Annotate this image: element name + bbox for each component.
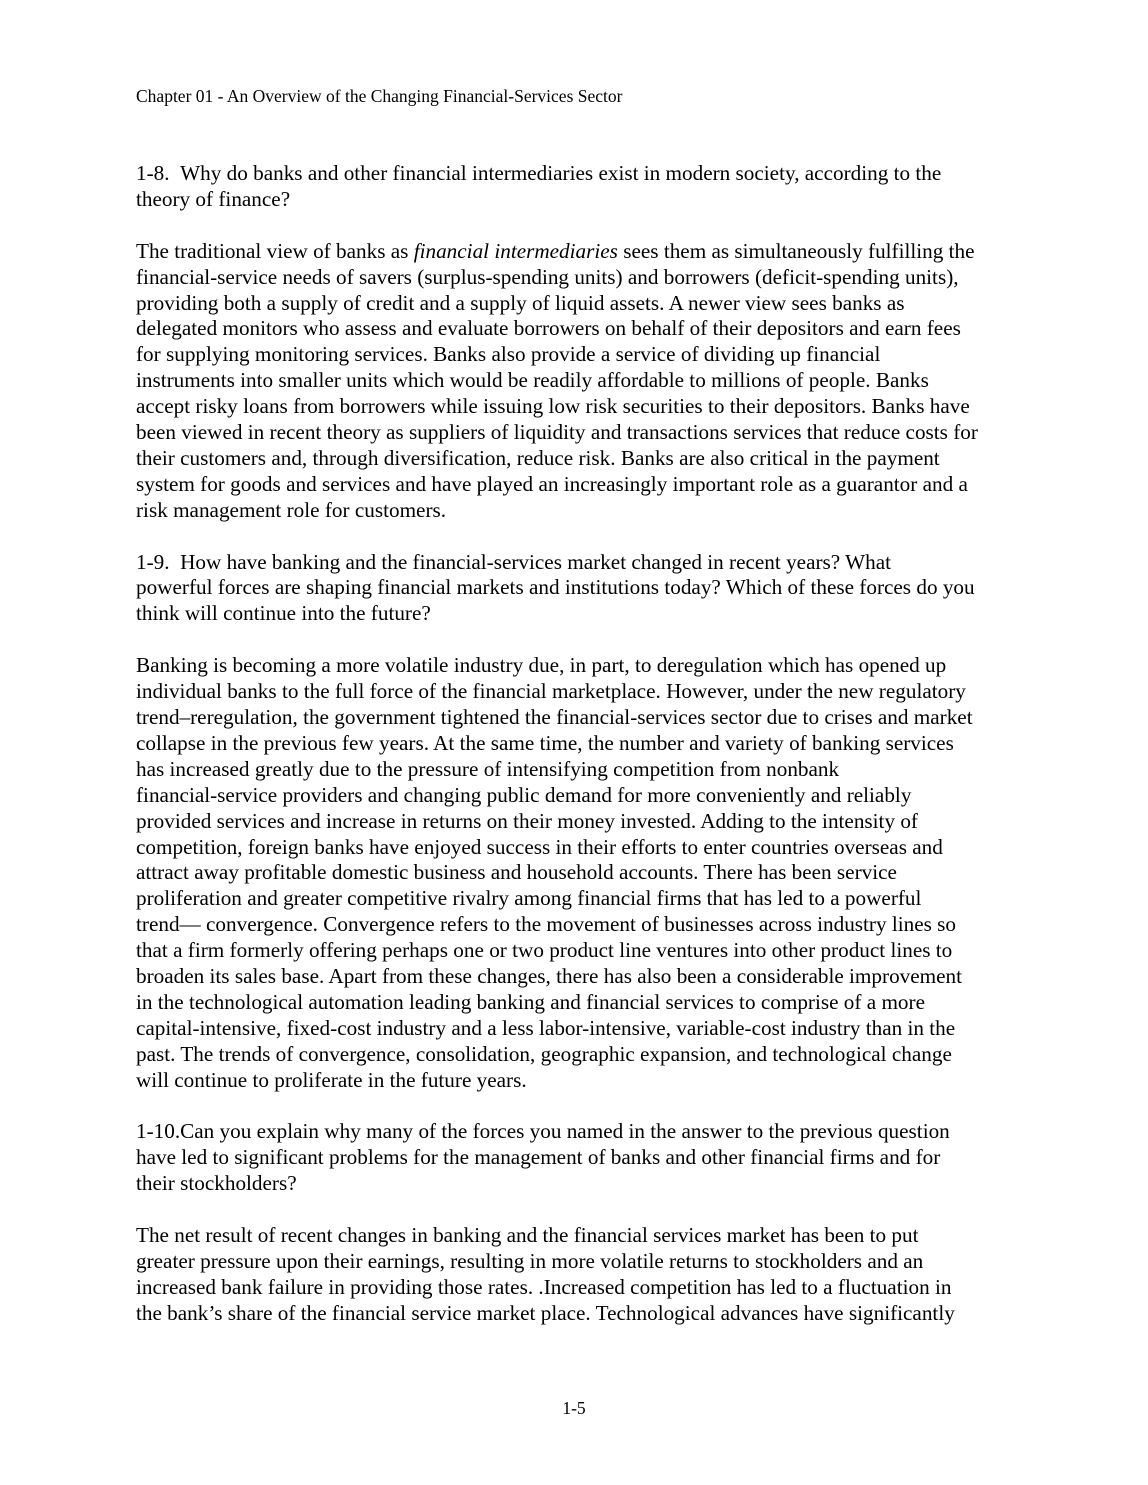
answer-1-10	[136, 1223, 1016, 1327]
answer-line: been viewed in recent theory as suppliers of liquidity and transactions services that reduce costs for	[136, 420, 978, 445]
answer-line: The net result of recent changes in banking and the financial services market has been to put	[136, 1223, 919, 1248]
italic-term: financial intermediaries	[413, 238, 618, 263]
document-body	[136, 161, 1016, 1353]
question-line: theory of finance?	[136, 186, 291, 211]
answer-line: has increased greatly due to the pressure of intensifying competition from nonbank	[136, 756, 840, 781]
answer-line: provided services and increase in returns on their money invested. Adding to the intensity of	[136, 808, 918, 833]
question-line: have led to significant problems for the management of banks and other financial firms and for	[136, 1145, 941, 1170]
answer-line: past. The trends of convergence, consolidation, geographic expansion, and technological change	[136, 1041, 952, 1066]
question-line: 1-9. How have banking and the financial-services market changed in recent years? What	[136, 549, 891, 574]
answer-line: accept risky loans from borrowers while issuing low risk securities to their depositors. Banks have	[136, 394, 970, 419]
question-1-10	[136, 1119, 1016, 1197]
answer-line: financial-service providers and changing public demand for more conveniently and reliably	[136, 782, 912, 807]
answer-1-9	[136, 653, 1016, 1093]
answer-line: risk management role for customers.	[136, 497, 447, 522]
question-line: think will continue into the future?	[136, 601, 431, 626]
answer-line: competition, foreign banks have enjoyed success in their efforts to enter countries overseas and	[136, 834, 943, 859]
page-number: 1-5	[562, 1398, 586, 1418]
answer-1-8	[136, 239, 1016, 524]
question-line: 1-10.Can you explain why many of the forces you named in the answer to the previous question	[136, 1119, 950, 1144]
answer-line: instruments into smaller units which would be readily affordable to millions of people. Banks	[136, 368, 929, 393]
answer-line: trend–reregulation, the government tightened the financial-services sector due to crises and market	[136, 704, 973, 729]
answer-line: in the technological automation leading banking and financial services to comprise of a more	[136, 989, 925, 1014]
question-line: powerful forces are shaping financial markets and institutions today? Which of these forces do you	[136, 575, 975, 600]
question-line: their stockholders?	[136, 1171, 297, 1196]
answer-line: providing both a supply of credit and a supply of liquid assets. A newer view sees banks as	[136, 290, 905, 315]
answer-line: system for goods and services and have played an increasingly important role as a guarantor and a	[136, 471, 968, 496]
answer-line: trend— convergence. Convergence refers to the movement of businesses across industry lines so	[136, 912, 957, 937]
answer-line: the bank’s share of the financial service market place. Technological advances have significantly	[136, 1300, 955, 1325]
answer-line: increased bank failure in providing those rates. .Increased competition has led to a fluctuation in	[136, 1274, 952, 1299]
answer-text: sees them as simultaneously fulfilling the	[617, 238, 975, 263]
answer-line: proliferation and greater competitive rivalry among financial firms that has led to a powerful	[136, 886, 922, 911]
answer-line: financial-service needs of savers (surplus-spending units) and borrowers (deficit-spending units),	[136, 264, 959, 289]
answer-line: individual banks to the full force of the financial marketplace. However, under the new regulatory	[136, 679, 966, 704]
question-1-8	[136, 161, 1016, 213]
answer-line: for supplying monitoring services. Banks also provide a service of dividing up financial	[136, 342, 881, 367]
question-1-9	[136, 550, 1016, 628]
answer-line: capital-intensive, fixed-cost industry and a less labor-intensive, variable-cost industry than in the	[136, 1015, 956, 1040]
answer-line	[136, 239, 1016, 265]
answer-line: that a firm formerly offering perhaps one or two product line ventures into other product lines to	[136, 938, 953, 963]
answer-text: The traditional view of banks as	[136, 238, 414, 263]
answer-line: their customers and, through diversification, reduce risk. Banks are also critical in the payment	[136, 445, 940, 470]
answer-line: will continue to proliferate in the future years.	[136, 1067, 527, 1092]
answer-line: attract away profitable domestic business and household accounts. There has been service	[136, 860, 897, 885]
question-line: 1-8. Why do banks and other financial intermediaries exist in modern society, according to the	[136, 161, 942, 185]
answer-line: collapse in the previous few years. At the same time, the number and variety of banking services	[136, 730, 954, 755]
answer-line: delegated monitors who assess and evaluate borrowers on behalf of their depositors and earn fees	[136, 316, 961, 341]
answer-line: Banking is becoming a more volatile industry due, in part, to deregulation which has opened up	[136, 653, 947, 678]
answer-line: broaden its sales base. Apart from these changes, there has also been a considerable improvement	[136, 964, 963, 989]
answer-line: greater pressure upon their earnings, resulting in more volatile returns to stockholders and an	[136, 1248, 924, 1273]
running-header: Chapter 01 - An Overview of the Changing Financial-Services Sector	[136, 86, 623, 106]
